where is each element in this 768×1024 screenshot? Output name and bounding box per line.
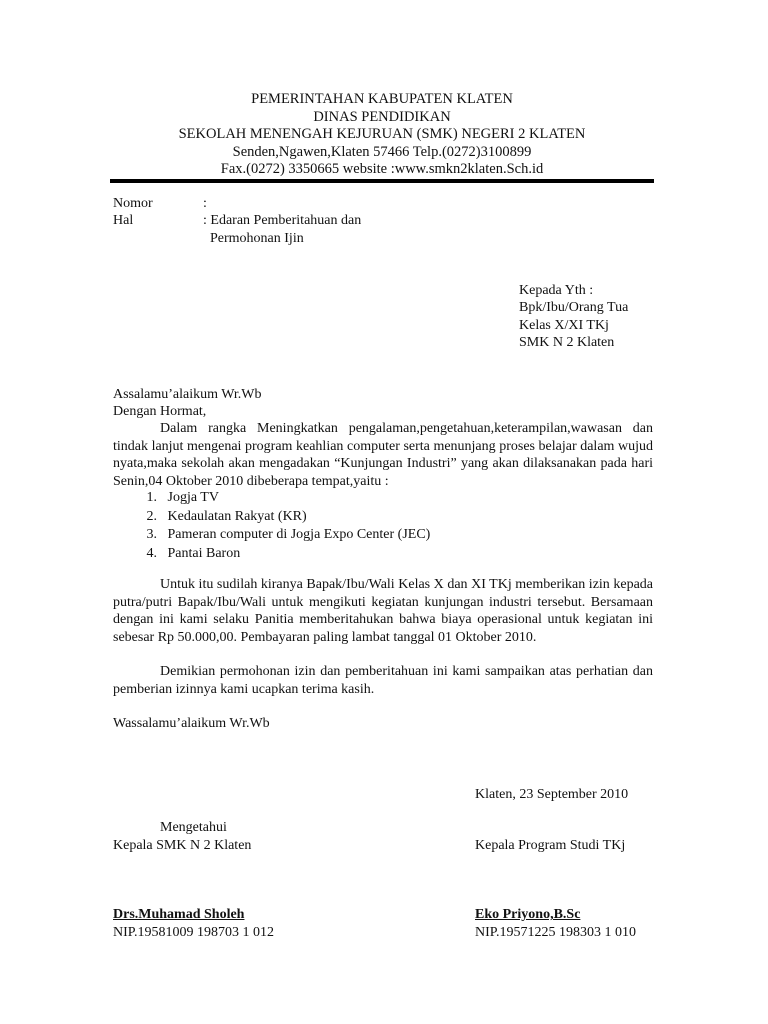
nomor-label: Nomor — [113, 196, 153, 211]
recipient-name: Bpk/Ibu/Orang Tua — [519, 300, 629, 315]
recipient-heading: Kepada Yth : — [519, 283, 594, 298]
principal-name: Drs.Muhamad Sholeh — [113, 907, 245, 922]
place-date: Klaten, 23 September 2010 — [475, 787, 629, 802]
program-head-title: Kepala Program Studi TKj — [475, 838, 626, 853]
principal-nip: NIP.19581009 198703 1 012 — [113, 925, 275, 940]
letterhead-contact: Fax.(0272) 3350665 website :www.smkn2klaten.Sch.id — [220, 161, 544, 177]
acknowledgement-label: Mengetahui — [160, 820, 227, 835]
list-item: 1. Jogja TV — [146, 490, 219, 505]
closing-greeting: Wassalamu’alaikum Wr.Wb — [113, 716, 270, 731]
letterhead — [110, 91, 654, 179]
paragraph-closing: Demikian permohonan izin dan pemberitahuan ini kami sampaikan atas perhatian dan pemberian izinnya kami ucapkan terima kasih. — [113, 664, 653, 697]
hal-label: Hal — [113, 213, 134, 228]
letterhead-divider — [110, 179, 654, 183]
letterhead-school: SEKOLAH MENENGAH KEJURUAN (SMK) NEGERI 2 KLATEN — [178, 126, 586, 142]
salutation: Dengan Hormat, — [113, 404, 207, 419]
letterhead-address: Senden,Ngawen,Klaten 57466 Telp.(0272)3100899 — [232, 143, 532, 160]
list-item: 4. Pantai Baron — [146, 545, 241, 561]
hal-value: : Edaran Pemberitahuan dan — [203, 213, 362, 228]
paragraph-permission: Untuk itu sudilah kiranya Bapak/Ibu/Wali Kelas X dan XI TKj memberikan izin kepada putra/putri Bapak/Ibu/Wali untuk mengikuti kegiatan kunjungan industri tersebut. Bersamaan dengan ini kami selaku Panitia memberitahukan bahwa biaya operasional untuk kegiatan ini sebesar Rp 50.000,00. Pembayaran paling lambat tanggal 01 Oktober 2010. — [113, 577, 653, 645]
hal-value-continued: Permohonan Ijin — [210, 231, 304, 246]
visit-locations-list — [113, 489, 430, 563]
program-head-nip: NIP.19571225 198303 1 010 — [475, 925, 637, 940]
list-item: 3. Pameran computer di Jogja Expo Center (JEC) — [146, 527, 431, 542]
recipient-school: SMK N 2 Klaten — [519, 335, 615, 350]
letterhead-government: PEMERINTAHAN KABUPATEN KLATEN — [251, 91, 513, 107]
program-head-name: Eko Priyono,B.Sc — [475, 907, 581, 922]
recipient-class: Kelas X/XI TKj — [519, 318, 609, 333]
paragraph-intro: Dalam rangka Meningkatkan pengalaman,pengetahuan,keterampilan,wawasan dan tindak lanjut mengenai program keahlian computer serta menunjang proses belajar dalam wujud nyata,maka sekolah akan mengadakan “Kunjungan Industri” yang akan dilaksanakan pada hari Senin,04 Oktober 2010 dibeberapa tempat,yaitu : — [113, 421, 653, 489]
letterhead-department: DINAS PENDIDIKAN — [313, 108, 451, 125]
greeting: Assalamu’alaikum Wr.Wb — [113, 387, 262, 402]
nomor-value: : — [203, 196, 207, 211]
list-item: 2. Kedaulatan Rakyat (KR) — [146, 508, 307, 524]
principal-title: Kepala SMK N 2 Klaten — [113, 838, 252, 853]
